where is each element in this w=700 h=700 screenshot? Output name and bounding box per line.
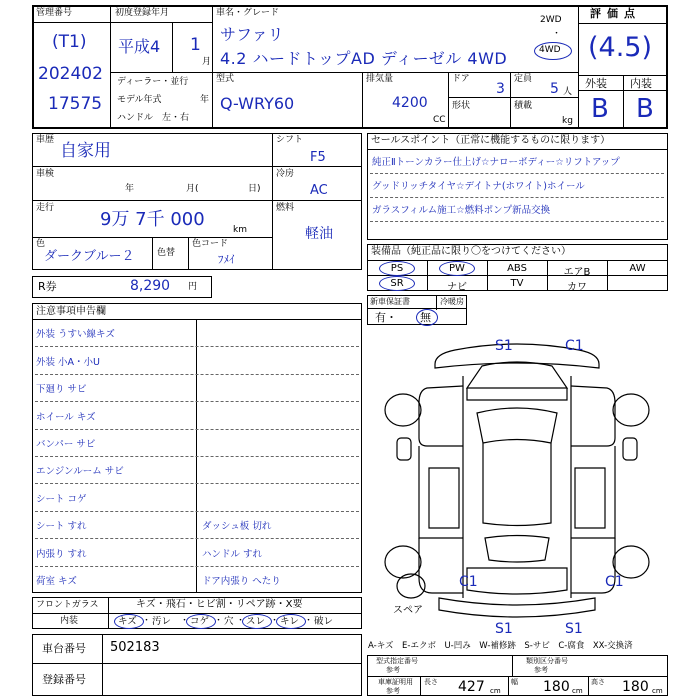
rating-label: 評価点 xyxy=(590,7,641,20)
fuel-value: 軽油 xyxy=(305,226,333,242)
interior-item-circle xyxy=(186,614,216,629)
note-left: 内張り すれ xyxy=(36,548,87,560)
divider xyxy=(370,197,664,198)
rating-value: (4.5) xyxy=(588,32,653,63)
width-label: 幅 xyxy=(511,678,518,686)
r-box xyxy=(32,276,212,298)
warranty-selected: 無 xyxy=(420,311,431,324)
note-right: ドア内張り へたり xyxy=(202,576,281,587)
divider xyxy=(35,374,359,375)
divider xyxy=(152,237,153,270)
sankou-label: 参考 xyxy=(534,666,548,674)
divider xyxy=(420,676,421,696)
divider xyxy=(32,319,362,320)
divider xyxy=(508,676,509,696)
equip-item-tv: TV xyxy=(510,278,524,289)
car-diagram xyxy=(367,328,668,638)
shaken-year: 年 xyxy=(125,184,135,194)
note-left: 外装 うすい線キズ xyxy=(36,329,115,341)
handle-label: ハンドル 左・右 xyxy=(117,113,190,123)
shaken-day: 日) xyxy=(248,184,261,194)
interior-label: 内装 xyxy=(630,77,652,90)
equip-item-leather: カワ xyxy=(567,282,587,293)
damage-mark-front-left: S1 xyxy=(495,338,513,354)
divider xyxy=(370,173,664,174)
type-value: Q-WRY60 xyxy=(220,94,295,113)
kanri-num1: 202402 xyxy=(38,64,103,84)
color-label: 色 xyxy=(36,239,46,249)
separator: ・ xyxy=(180,616,190,626)
month-unit: 月 xyxy=(202,57,212,67)
divider xyxy=(367,149,668,150)
dealer-label: ディーラー・並行 xyxy=(117,77,189,87)
divider xyxy=(35,346,359,347)
sales-line: グッドリッチタイヤ☆デイトナ(ホワイト)ホイール xyxy=(372,181,585,192)
cm-unit: cm xyxy=(572,687,583,695)
note-left: ホイール キズ xyxy=(36,411,96,423)
divider xyxy=(110,72,578,73)
kg-unit: kg xyxy=(562,116,573,126)
divider xyxy=(588,676,589,696)
first-reg-label: 初度登録年月 xyxy=(115,8,170,18)
sales-title: セールスポイント（正常に機能するものに限ります） xyxy=(371,135,611,146)
notes-title: 注意事項申告欄 xyxy=(36,306,106,317)
doors-value: 3 xyxy=(496,81,505,97)
load-label: 積載 xyxy=(514,101,533,111)
mileage-value: 9万 7千 000 xyxy=(100,209,205,230)
divider xyxy=(510,72,511,129)
note-left: エンジンルーム サビ xyxy=(36,466,124,478)
equip-item-abs: ABS xyxy=(507,263,527,274)
interior-item: コゲ xyxy=(190,616,210,627)
color-code-value: ﾌﾒｲ xyxy=(218,253,235,266)
equipment-title: 装備品（純正品に限り〇をつけてください） xyxy=(371,246,571,257)
displacement-label: 排気量 xyxy=(366,74,394,84)
cert-label: 車庫証明用 xyxy=(378,678,413,686)
spare-label: スペア xyxy=(393,605,423,616)
warranty-options: 有・ xyxy=(375,311,397,324)
sun-label: 冷暖房 xyxy=(440,297,464,306)
damage-mark-rear-left: C1 xyxy=(459,574,478,590)
divider xyxy=(32,663,362,664)
divider xyxy=(172,22,173,72)
shaken-month: 月( xyxy=(186,184,199,194)
damage-mark-front-right: C1 xyxy=(565,338,584,354)
note-left: 荷室 キズ xyxy=(36,576,77,587)
divider xyxy=(32,22,110,23)
equip-item-airbag: エアB xyxy=(563,267,591,278)
divider xyxy=(35,456,359,457)
damage-legend: A-キズ E-エクボ U-凹み W-補修跡 S-サビ C-腐食 XX-交換済 xyxy=(368,641,633,651)
model-year-label: モデル年式 xyxy=(117,95,162,105)
separator: ・ xyxy=(304,616,314,626)
drive-4wd: 4WD xyxy=(539,45,561,55)
shift-label: シフト xyxy=(276,135,304,145)
divider xyxy=(578,23,668,24)
divider xyxy=(212,5,213,129)
divider xyxy=(35,429,359,430)
front-glass-value: キズ・飛石・ヒビ割・リペア跡・X要 xyxy=(136,599,303,610)
class-label: 類別区分番号 xyxy=(526,657,568,665)
divider xyxy=(110,22,212,23)
sankou-label: 参考 xyxy=(386,687,400,695)
color-code-label: 色コード xyxy=(192,239,229,249)
separator: ・ xyxy=(270,616,280,626)
separator: ・ xyxy=(142,616,152,626)
color-value: ダークブルー２ xyxy=(44,249,135,264)
doors-label: ドア xyxy=(452,74,470,84)
note-left: 下廻り サビ xyxy=(36,384,87,396)
model-year-unit: 年 xyxy=(200,95,210,105)
divider xyxy=(512,655,513,676)
ac-label: 冷房 xyxy=(276,169,295,179)
car-grade: 4.2 ハードトップAD ディーゼル 4WD xyxy=(220,49,508,68)
height-label: 高さ xyxy=(591,678,605,686)
damage-mark-bumper-left: S1 xyxy=(495,621,513,637)
divider xyxy=(108,597,109,629)
interior-value: B xyxy=(636,94,654,124)
divider xyxy=(448,97,578,98)
cc-unit: CC xyxy=(433,115,446,125)
interior-item-circle xyxy=(242,614,272,629)
interior-label: 内装 xyxy=(60,616,79,626)
r-label: R券 xyxy=(38,280,57,293)
damage-mark-bumper-right: S1 xyxy=(565,621,583,637)
interior-item: 破レ xyxy=(314,616,334,627)
km-unit: km xyxy=(233,225,247,235)
equip-item-ps: PS xyxy=(390,263,404,274)
cm-unit: cm xyxy=(490,687,501,695)
divider xyxy=(367,676,668,677)
divider xyxy=(32,166,272,167)
name-grade-label: 車名・グレード xyxy=(216,8,280,18)
divider xyxy=(272,200,362,201)
car-name: サファリ xyxy=(220,25,284,44)
equip-item-pw: PW xyxy=(449,263,465,274)
divider xyxy=(623,75,624,129)
shaken-label: 車検 xyxy=(36,169,55,179)
kanri-label: 管理番号 xyxy=(36,8,73,18)
divider xyxy=(448,72,449,129)
shift-value: F5 xyxy=(310,150,326,165)
note-left: シート すれ xyxy=(36,521,87,533)
equip-item-aw: AW xyxy=(629,263,646,274)
interior-item: キズ xyxy=(118,616,137,627)
r-unit: 円 xyxy=(188,282,198,292)
sales-line: 純正Ⅱトーンカラー仕上げ☆ナローボディー☆リフトアップ xyxy=(372,157,620,168)
capacity-value: 5 xyxy=(550,81,559,97)
equip-item-sr: SR xyxy=(390,278,404,289)
front-glass-label: フロントガラス xyxy=(36,600,99,610)
history-value: 自家用 xyxy=(60,141,111,161)
damage-mark-rear-right: C1 xyxy=(605,574,624,590)
interior-item: 穴 xyxy=(224,616,234,627)
divider xyxy=(35,538,359,539)
type-designation-label: 型式指定番号 xyxy=(376,657,418,665)
interior-item-circle xyxy=(114,614,144,629)
divider xyxy=(578,90,668,91)
type-label: 型式 xyxy=(216,74,235,84)
note-left: シート コゲ xyxy=(36,493,87,505)
divider xyxy=(110,5,111,129)
length-value: 427 xyxy=(458,679,485,695)
note-left: 外装 小A・小U xyxy=(36,356,100,368)
sankou-label: 参考 xyxy=(386,666,400,674)
divider xyxy=(370,221,664,222)
color-change-label: 色替 xyxy=(157,248,176,258)
exterior-label: 外装 xyxy=(585,77,607,90)
separator: ・ xyxy=(214,616,224,626)
divider xyxy=(272,166,362,167)
first-reg-era: 平成4 xyxy=(118,37,161,56)
equip-item-navi: ナビ xyxy=(447,282,467,293)
fuel-label: 燃料 xyxy=(276,203,295,213)
chassis-label: 車台番号 xyxy=(42,642,86,655)
width-value: 180 xyxy=(543,679,570,695)
chassis-value: 502183 xyxy=(110,640,160,655)
interior-item-circle xyxy=(276,614,306,629)
warranty-label: 新車保証書 xyxy=(370,297,410,306)
divider xyxy=(32,200,272,201)
divider xyxy=(367,260,668,261)
divider xyxy=(188,237,189,270)
sales-line: ガラスフィルム施工☆燃料ポンプ新品交換 xyxy=(372,205,551,216)
divider xyxy=(35,483,359,484)
interior-item: キレ xyxy=(280,616,299,627)
history-label: 車歴 xyxy=(36,135,55,145)
kanri-num2: 17575 xyxy=(48,94,103,114)
cm-unit: cm xyxy=(652,687,663,695)
height-value: 180 xyxy=(622,679,649,695)
interior-item: 汚レ xyxy=(152,616,172,627)
divider xyxy=(35,401,359,402)
drive-2wd: 2WD xyxy=(540,15,562,25)
kanri-code: (T1) xyxy=(52,32,87,52)
mileage-label: 走行 xyxy=(36,203,55,213)
reg-label: 登録番号 xyxy=(42,673,86,686)
interior-item: スレ xyxy=(246,616,266,627)
ac-value: AC xyxy=(310,183,328,198)
first-reg-month: 1 xyxy=(190,35,201,55)
shape-label: 形状 xyxy=(452,101,471,111)
divider xyxy=(362,72,363,129)
divider xyxy=(35,511,359,512)
divider xyxy=(367,308,467,309)
note-right: ダッシュ板 切れ xyxy=(202,521,272,533)
capacity-unit: 人 xyxy=(563,87,573,97)
drive-dot: ・ xyxy=(552,29,562,39)
separator: ・ xyxy=(236,616,246,626)
divider xyxy=(272,133,273,270)
divider xyxy=(102,634,103,696)
displacement-value: 4200 xyxy=(392,95,428,111)
exterior-value: B xyxy=(591,94,609,124)
note-left: バンパー サビ xyxy=(36,439,96,450)
note-right: ハンドル すれ xyxy=(202,548,263,560)
capacity-label: 定員 xyxy=(514,74,533,84)
r-value: 8,290 xyxy=(130,278,171,294)
length-label: 長さ xyxy=(424,678,438,686)
divider xyxy=(367,275,668,276)
divider xyxy=(35,566,359,567)
